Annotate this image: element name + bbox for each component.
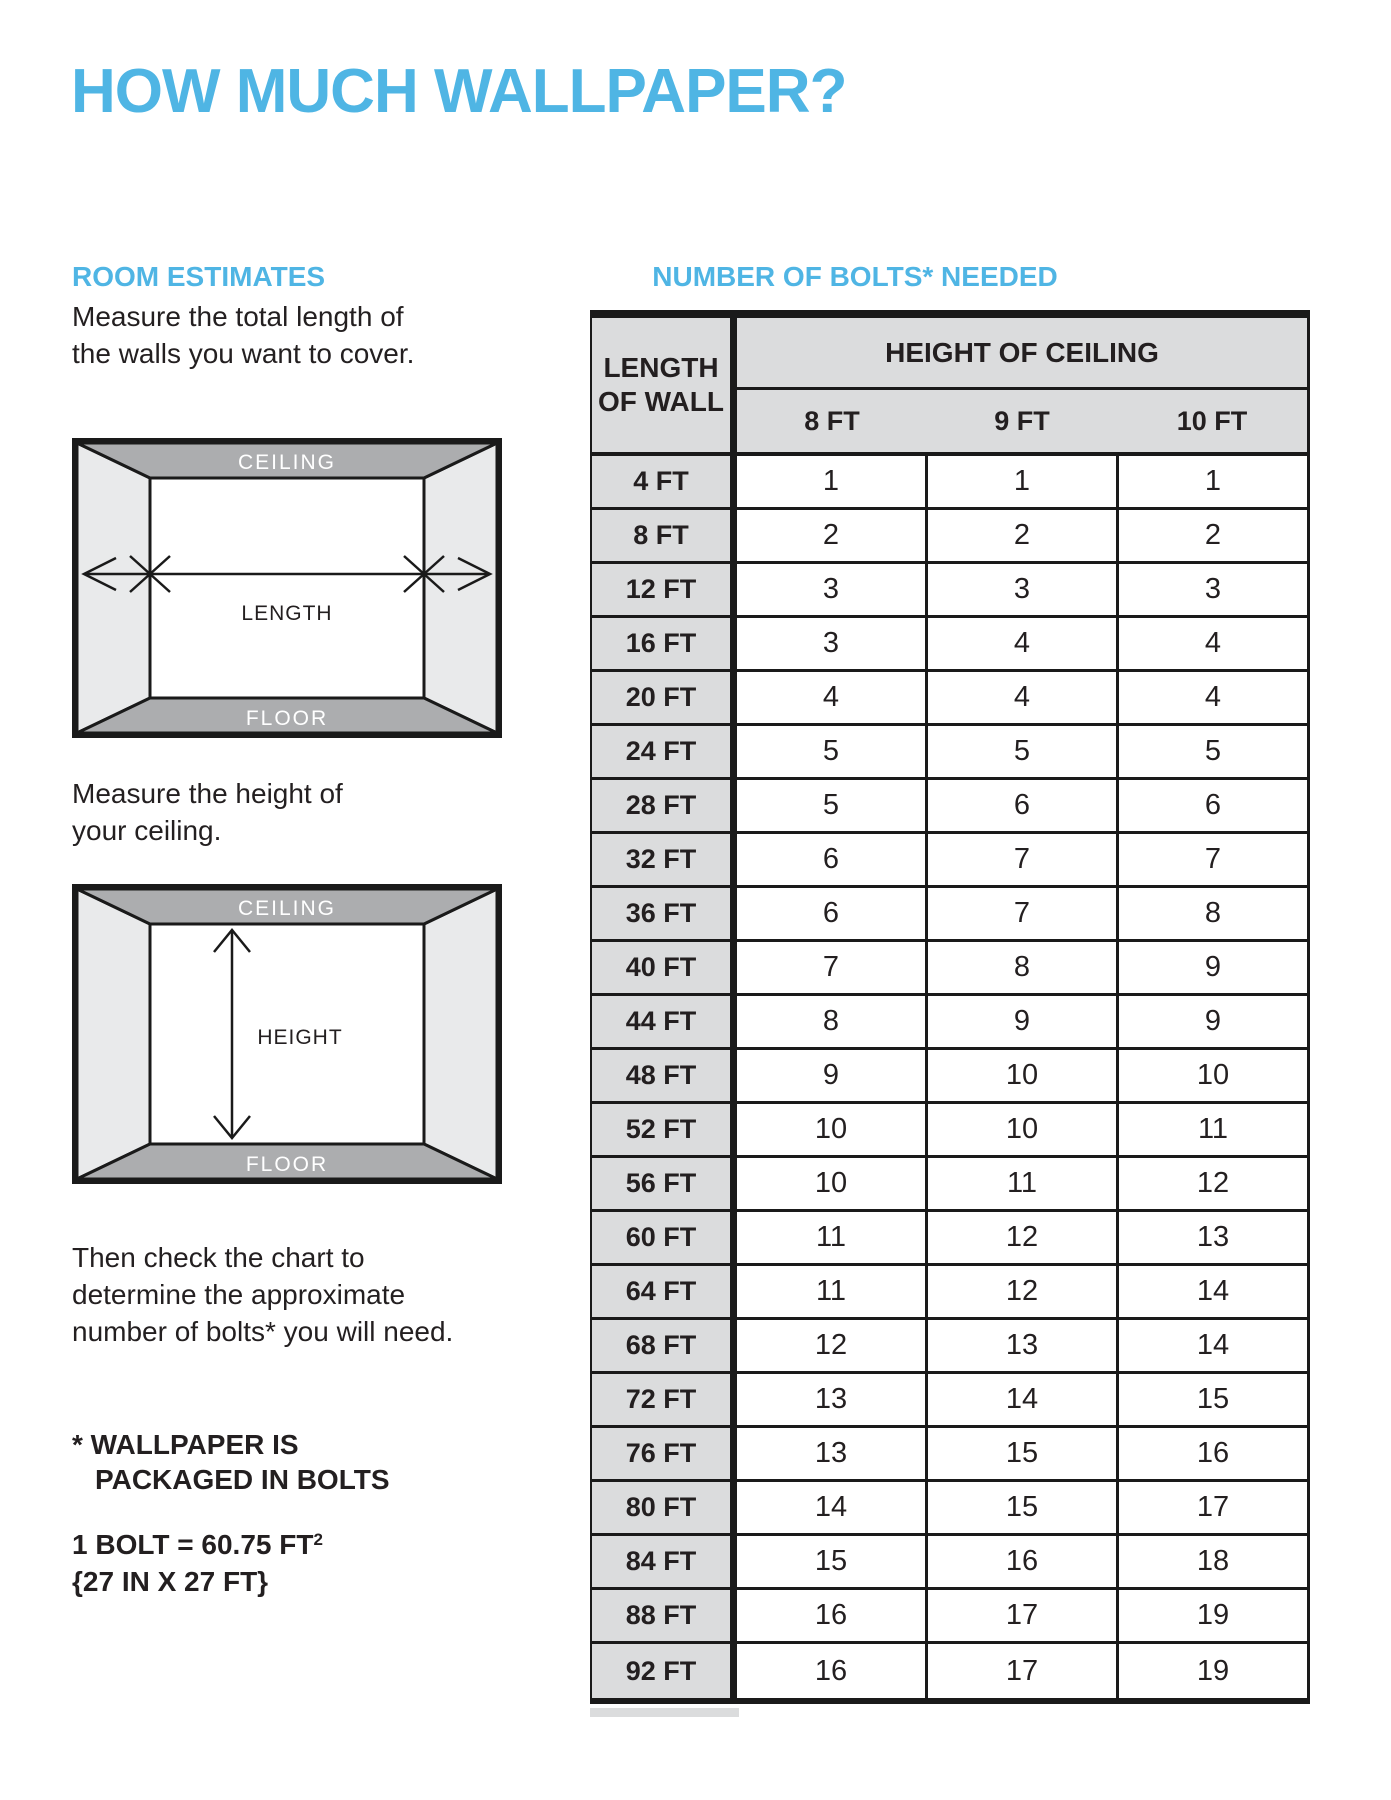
bolts-value-cell-10ft: 8: [1116, 888, 1307, 939]
bolts-value-cell-9ft: 10: [925, 1104, 1116, 1155]
wall-length-cell: 40 FT: [592, 942, 737, 993]
instruction-step-3-line-2: determine the approximate: [72, 1279, 406, 1310]
column-header-9ft: 9 FT: [927, 390, 1117, 452]
bolts-value-cell-9ft: 15: [925, 1482, 1116, 1533]
bolts-value-cell-8ft: 10: [737, 1158, 925, 1209]
bolts-table-body: [592, 456, 1307, 1698]
bolts-value-cell-10ft: 11: [1116, 1104, 1307, 1155]
wall-length-cell: 80 FT: [592, 1482, 737, 1533]
bolts-value-cell-10ft: 16: [1116, 1428, 1307, 1479]
table-footer-gray-strip: [590, 1708, 739, 1717]
bolts-value-cell-10ft: 3: [1116, 564, 1307, 615]
height-diagram: [72, 884, 502, 1184]
wall-length-cell: 48 FT: [592, 1050, 737, 1101]
wall-length-cell: 88 FT: [592, 1590, 737, 1641]
wall-length-cell: 16 FT: [592, 618, 737, 669]
length-of-wall-header-line-1: LENGTH: [603, 352, 719, 383]
right-wall: [424, 889, 497, 1179]
wall-length-cell: 20 FT: [592, 672, 737, 723]
back-wall: [150, 478, 424, 698]
bolts-value-cell-8ft: 12: [737, 1320, 925, 1371]
bolts-value-cell-8ft: 14: [737, 1482, 925, 1533]
instruction-step-3-line-3: number of bolts* you will need.: [72, 1316, 454, 1347]
wallpaper-bolts-footnote: [72, 1427, 390, 1497]
instruction-step-1-line-2: the walls you want to cover.: [72, 338, 415, 369]
wall-length-cell: 92 FT: [592, 1644, 737, 1698]
wall-length-cell: 32 FT: [592, 834, 737, 885]
length-diagram: [72, 438, 502, 738]
bolts-value-cell-9ft: 9: [925, 996, 1116, 1047]
table-row: [592, 1428, 1307, 1482]
bolts-value-cell-8ft: 15: [737, 1536, 925, 1587]
table-row: [592, 942, 1307, 996]
bolt-size-note: [72, 1521, 323, 1600]
wall-length-cell: 8 FT: [592, 510, 737, 561]
height-label: HEIGHT: [257, 1026, 343, 1049]
bolts-value-cell-10ft: 19: [1116, 1644, 1307, 1698]
wall-length-cell: 56 FT: [592, 1158, 737, 1209]
bolts-value-cell-8ft: 10: [737, 1104, 925, 1155]
instruction-step-3: [72, 1239, 453, 1350]
wall-length-cell: 64 FT: [592, 1266, 737, 1317]
bolts-value-cell-8ft: 4: [737, 672, 925, 723]
wall-length-cell: 76 FT: [592, 1428, 737, 1479]
bolts-value-cell-8ft: 3: [737, 618, 925, 669]
bolts-value-cell-10ft: 12: [1116, 1158, 1307, 1209]
table-row: [592, 510, 1307, 564]
bolts-value-cell-8ft: 2: [737, 510, 925, 561]
bolts-value-cell-10ft: 14: [1116, 1266, 1307, 1317]
wall-length-cell: 72 FT: [592, 1374, 737, 1425]
table-row: [592, 1158, 1307, 1212]
instruction-step-1-line-1: Measure the total length of: [72, 301, 404, 332]
wall-length-cell: 36 FT: [592, 888, 737, 939]
table-row: [592, 1590, 1307, 1644]
bolts-value-cell-8ft: 7: [737, 942, 925, 993]
bolts-value-cell-8ft: 5: [737, 780, 925, 831]
wall-length-cell: 4 FT: [592, 456, 737, 507]
wall-length-cell: 28 FT: [592, 780, 737, 831]
wall-length-cell: 12 FT: [592, 564, 737, 615]
bolts-value-cell-10ft: 2: [1116, 510, 1307, 561]
wall-length-cell: 24 FT: [592, 726, 737, 777]
column-header-8ft: 8 FT: [737, 390, 927, 452]
bolts-table: [590, 310, 1310, 1704]
bolts-value-cell-8ft: 11: [737, 1212, 925, 1263]
bolts-value-cell-8ft: 13: [737, 1428, 925, 1479]
column-header-10ft: 10 FT: [1117, 390, 1307, 452]
bolts-value-cell-9ft: 16: [925, 1536, 1116, 1587]
height-of-ceiling-header: HEIGHT OF CEILING: [737, 318, 1307, 390]
table-row: [592, 1266, 1307, 1320]
footnote-line-2: PACKAGED IN BOLTS: [95, 1464, 390, 1495]
bolts-value-cell-8ft: 13: [737, 1374, 925, 1425]
bolts-value-cell-9ft: 8: [925, 942, 1116, 993]
length-of-wall-header-line-2: OF WALL: [598, 386, 724, 417]
bolts-table-header: [592, 318, 1307, 456]
instruction-step-2: [72, 775, 343, 849]
bolts-table-heading: NUMBER OF BOLTS* NEEDED: [652, 261, 1058, 292]
bolts-value-cell-10ft: 17: [1116, 1482, 1307, 1533]
bolts-value-cell-9ft: 11: [925, 1158, 1116, 1209]
instruction-step-3-line-1: Then check the chart to: [72, 1242, 365, 1273]
bolts-value-cell-9ft: 3: [925, 564, 1116, 615]
table-row: [592, 1482, 1307, 1536]
bolts-value-cell-9ft: 2: [925, 510, 1116, 561]
bolts-value-cell-8ft: 6: [737, 888, 925, 939]
bolts-value-cell-9ft: 14: [925, 1374, 1116, 1425]
bolts-value-cell-8ft: 9: [737, 1050, 925, 1101]
bolts-value-cell-8ft: 16: [737, 1590, 925, 1641]
bolts-value-cell-9ft: 1: [925, 456, 1116, 507]
table-row: [592, 1320, 1307, 1374]
bolts-value-cell-10ft: 1: [1116, 456, 1307, 507]
instruction-step-2-line-1: Measure the height of: [72, 778, 343, 809]
bolts-value-cell-10ft: 10: [1116, 1050, 1307, 1101]
table-row: [592, 1212, 1307, 1266]
bolts-value-cell-9ft: 13: [925, 1320, 1116, 1371]
bolts-value-cell-8ft: 11: [737, 1266, 925, 1317]
bolts-value-cell-9ft: 7: [925, 834, 1116, 885]
ceiling-label: CEILING: [237, 451, 337, 474]
length-label: LENGTH: [241, 602, 333, 625]
page-title: HOW MUCH WALLPAPER?: [71, 57, 847, 126]
bolt-size-equation: 1 BOLT = 60.75 FT: [72, 1529, 314, 1560]
wall-length-cell: 68 FT: [592, 1320, 737, 1371]
bolt-size-superscript: 2: [313, 1530, 323, 1549]
bolts-value-cell-10ft: 18: [1116, 1536, 1307, 1587]
table-row: [592, 996, 1307, 1050]
bolts-value-cell-9ft: 17: [925, 1644, 1116, 1698]
instruction-step-1: [72, 298, 414, 372]
table-row: [592, 1374, 1307, 1428]
wall-length-cell: 52 FT: [592, 1104, 737, 1155]
table-row: [592, 456, 1307, 510]
footnote-line-1: * WALLPAPER IS: [72, 1429, 299, 1460]
instruction-step-2-line-2: your ceiling.: [72, 815, 222, 846]
bolts-value-cell-10ft: 14: [1116, 1320, 1307, 1371]
bolts-value-cell-9ft: 4: [925, 618, 1116, 669]
bolts-value-cell-10ft: 19: [1116, 1590, 1307, 1641]
ceiling-height-column-headers: [737, 390, 1307, 452]
bolts-value-cell-10ft: 13: [1116, 1212, 1307, 1263]
bolts-value-cell-9ft: 6: [925, 780, 1116, 831]
bolts-value-cell-10ft: 7: [1116, 834, 1307, 885]
table-row: [592, 1536, 1307, 1590]
wall-length-cell: 84 FT: [592, 1536, 737, 1587]
bolts-value-cell-9ft: 12: [925, 1266, 1116, 1317]
wall-length-cell: 60 FT: [592, 1212, 737, 1263]
ceiling-height-header-group: [737, 318, 1307, 452]
bolts-value-cell-9ft: 17: [925, 1590, 1116, 1641]
bolts-value-cell-10ft: 4: [1116, 618, 1307, 669]
bolts-value-cell-9ft: 4: [925, 672, 1116, 723]
table-row: [592, 888, 1307, 942]
table-row: [592, 1050, 1307, 1104]
bolt-size-line-1: [72, 1521, 323, 1563]
table-row: [592, 1644, 1307, 1698]
ceiling-label: CEILING: [237, 897, 337, 920]
bolts-value-cell-10ft: 5: [1116, 726, 1307, 777]
bolts-value-cell-10ft: 6: [1116, 780, 1307, 831]
table-row: [592, 834, 1307, 888]
bolts-value-cell-9ft: 7: [925, 888, 1116, 939]
room-estimates-heading: ROOM ESTIMATES: [72, 261, 326, 292]
table-row: [592, 1104, 1307, 1158]
bolts-value-cell-10ft: 9: [1116, 996, 1307, 1047]
bolts-value-cell-9ft: 15: [925, 1428, 1116, 1479]
left-wall: [77, 889, 150, 1179]
length-of-wall-header: [592, 318, 737, 452]
wall-length-cell: 44 FT: [592, 996, 737, 1047]
bolts-value-cell-9ft: 10: [925, 1050, 1116, 1101]
table-row: [592, 726, 1307, 780]
bolts-value-cell-8ft: 8: [737, 996, 925, 1047]
table-row: [592, 672, 1307, 726]
table-row: [592, 564, 1307, 618]
bolts-value-cell-8ft: 6: [737, 834, 925, 885]
bolts-value-cell-8ft: 3: [737, 564, 925, 615]
floor-label: FLOOR: [245, 707, 329, 730]
bolts-value-cell-10ft: 4: [1116, 672, 1307, 723]
bolts-value-cell-9ft: 5: [925, 726, 1116, 777]
bolt-size-line-2: {27 IN X 27 FT}: [72, 1566, 269, 1597]
table-row: [592, 618, 1307, 672]
bolts-value-cell-8ft: 1: [737, 456, 925, 507]
bolts-value-cell-10ft: 15: [1116, 1374, 1307, 1425]
table-row: [592, 780, 1307, 834]
bolts-value-cell-8ft: 5: [737, 726, 925, 777]
floor-label: FLOOR: [245, 1153, 329, 1176]
bolts-value-cell-8ft: 16: [737, 1644, 925, 1698]
bolts-value-cell-9ft: 12: [925, 1212, 1116, 1263]
bolts-value-cell-10ft: 9: [1116, 942, 1307, 993]
